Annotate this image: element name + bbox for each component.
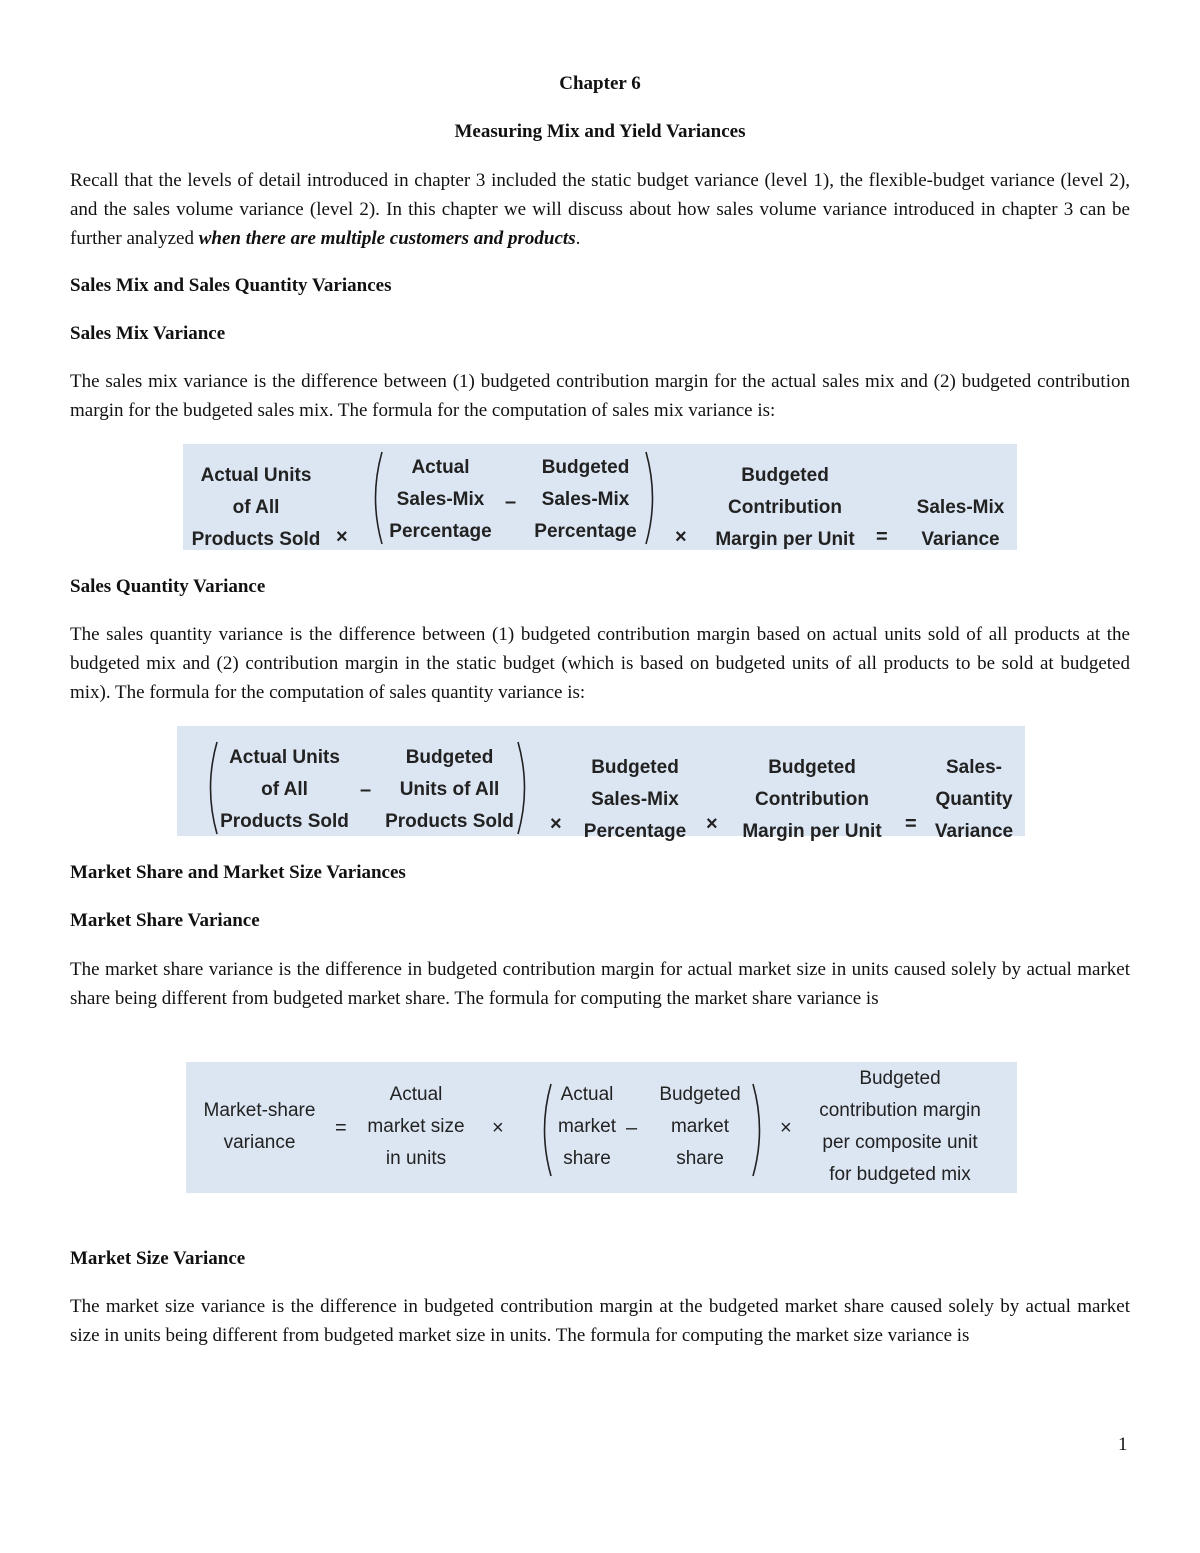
- formula-sales-quantity: [177, 726, 1025, 842]
- minus-operator: –: [360, 779, 372, 801]
- paragraph-market-share: The market share variance is the difference in budgeted contribution margin for actual market size in units caused solely by actual market share being different from budgeted market share. The formula for computing the market share variance is: [70, 959, 1130, 1009]
- right-paren-icon: [515, 740, 533, 836]
- heading-sales-mix: Sales Mix Variance: [70, 323, 226, 344]
- times-operator: ×: [706, 813, 718, 835]
- formula-term-budgeted-units: Budgeted Units of All Products Sold: [385, 747, 514, 832]
- formula-result-sales-mix: Sales-Mix Variance: [916, 497, 1005, 550]
- times-operator: ×: [336, 526, 348, 548]
- formula-market-share: [186, 1062, 1017, 1193]
- paragraph-sales-mix: The sales mix variance is the difference between (1) budgeted contribution margin for the actual sales mix and (2) budgeted contribution margin for the budgeted sales mix. The formula for the computation of sales mix variance is:: [70, 371, 1130, 421]
- times-operator: ×: [550, 813, 562, 835]
- formula-term-budgeted-cm-composite: Budgeted contribution margin per composite unit for budgeted mix: [819, 1068, 981, 1185]
- heading-market-share: Market Share Variance: [70, 910, 260, 931]
- times-operator: ×: [780, 1117, 792, 1139]
- formula-term-budgeted-cm: Budgeted Contribution Margin per Unit: [715, 465, 855, 550]
- formula-term-actual-market-share: Actual market share: [557, 1084, 617, 1169]
- formula-term-actual-market-size: Actual market size in units: [367, 1084, 465, 1169]
- formula-term-actual-units: Actual Units of All Products Sold: [191, 465, 321, 550]
- times-operator: ×: [492, 1117, 504, 1139]
- chapter-label: Chapter 6: [559, 73, 641, 94]
- heading-mix-quantity: Sales Mix and Sales Quantity Variances: [70, 275, 392, 296]
- formula-term-budgeted-mix: Budgeted Sales-Mix Percentage: [534, 457, 637, 542]
- times-operator: ×: [675, 526, 687, 548]
- formula-term-budgeted-market-share: Budgeted market share: [659, 1084, 741, 1169]
- formula-term-budgeted-mix: Budgeted Sales-Mix Percentage: [583, 757, 687, 842]
- formula-result-sales-quantity: Sales- Quantity Variance: [934, 757, 1014, 842]
- heading-market-size: Market Size Variance: [70, 1248, 246, 1269]
- minus-operator: –: [626, 1117, 638, 1139]
- right-paren-icon: [750, 1082, 768, 1178]
- equals-operator: =: [335, 1117, 347, 1139]
- heading-market-share-size: Market Share and Market Size Variances: [70, 862, 406, 883]
- intro-text: Recall that the levels of detail introduced in chapter 3 included the static budget variance (level 1), the flexible-budget variance (level 2), and the sales volume variance (level 2). In this chapter we will discuss about how sales volume variance introduced in chapter 3 can be further analyzed: [70, 170, 1130, 249]
- formula-term-budgeted-cm: Budgeted Contribution Margin per Unit: [742, 757, 882, 842]
- intro-emphasis: when there are multiple customers and products: [198, 228, 576, 249]
- page-number: 1: [1118, 1434, 1128, 1455]
- equals-operator: =: [905, 813, 917, 835]
- formula-result-market-share: Market-share variance: [203, 1100, 316, 1153]
- right-paren-icon: [643, 450, 661, 546]
- intro-end: .: [575, 228, 581, 249]
- paragraph-market-size: The market size variance is the difference in budgeted contribution margin at the budgeted market share caused solely by actual market size in units being different from budgeted market size in units. The formula for computing the market size variance is: [70, 1296, 1130, 1346]
- paragraph-sales-quantity: The sales quantity variance is the difference between (1) budgeted contribution margin based on actual units sold of all products at the budgeted mix and (2) contribution margin in the static budget (which is based on budgeted units of all products to be sold at budgeted mix). The formula for the computation of sales quantity variance is:: [70, 624, 1130, 703]
- intro-paragraph: [70, 166, 1130, 253]
- formula-term-actual-mix: Actual Sales-Mix Percentage: [389, 457, 492, 542]
- minus-operator: –: [505, 491, 517, 513]
- heading-sales-quantity: Sales Quantity Variance: [70, 576, 266, 597]
- equals-operator: =: [876, 526, 888, 548]
- formula-term-actual-units: Actual Units of All Products Sold: [220, 747, 349, 832]
- chapter-title: Measuring Mix and Yield Variances: [454, 121, 746, 142]
- formula-sales-mix: [183, 444, 1017, 550]
